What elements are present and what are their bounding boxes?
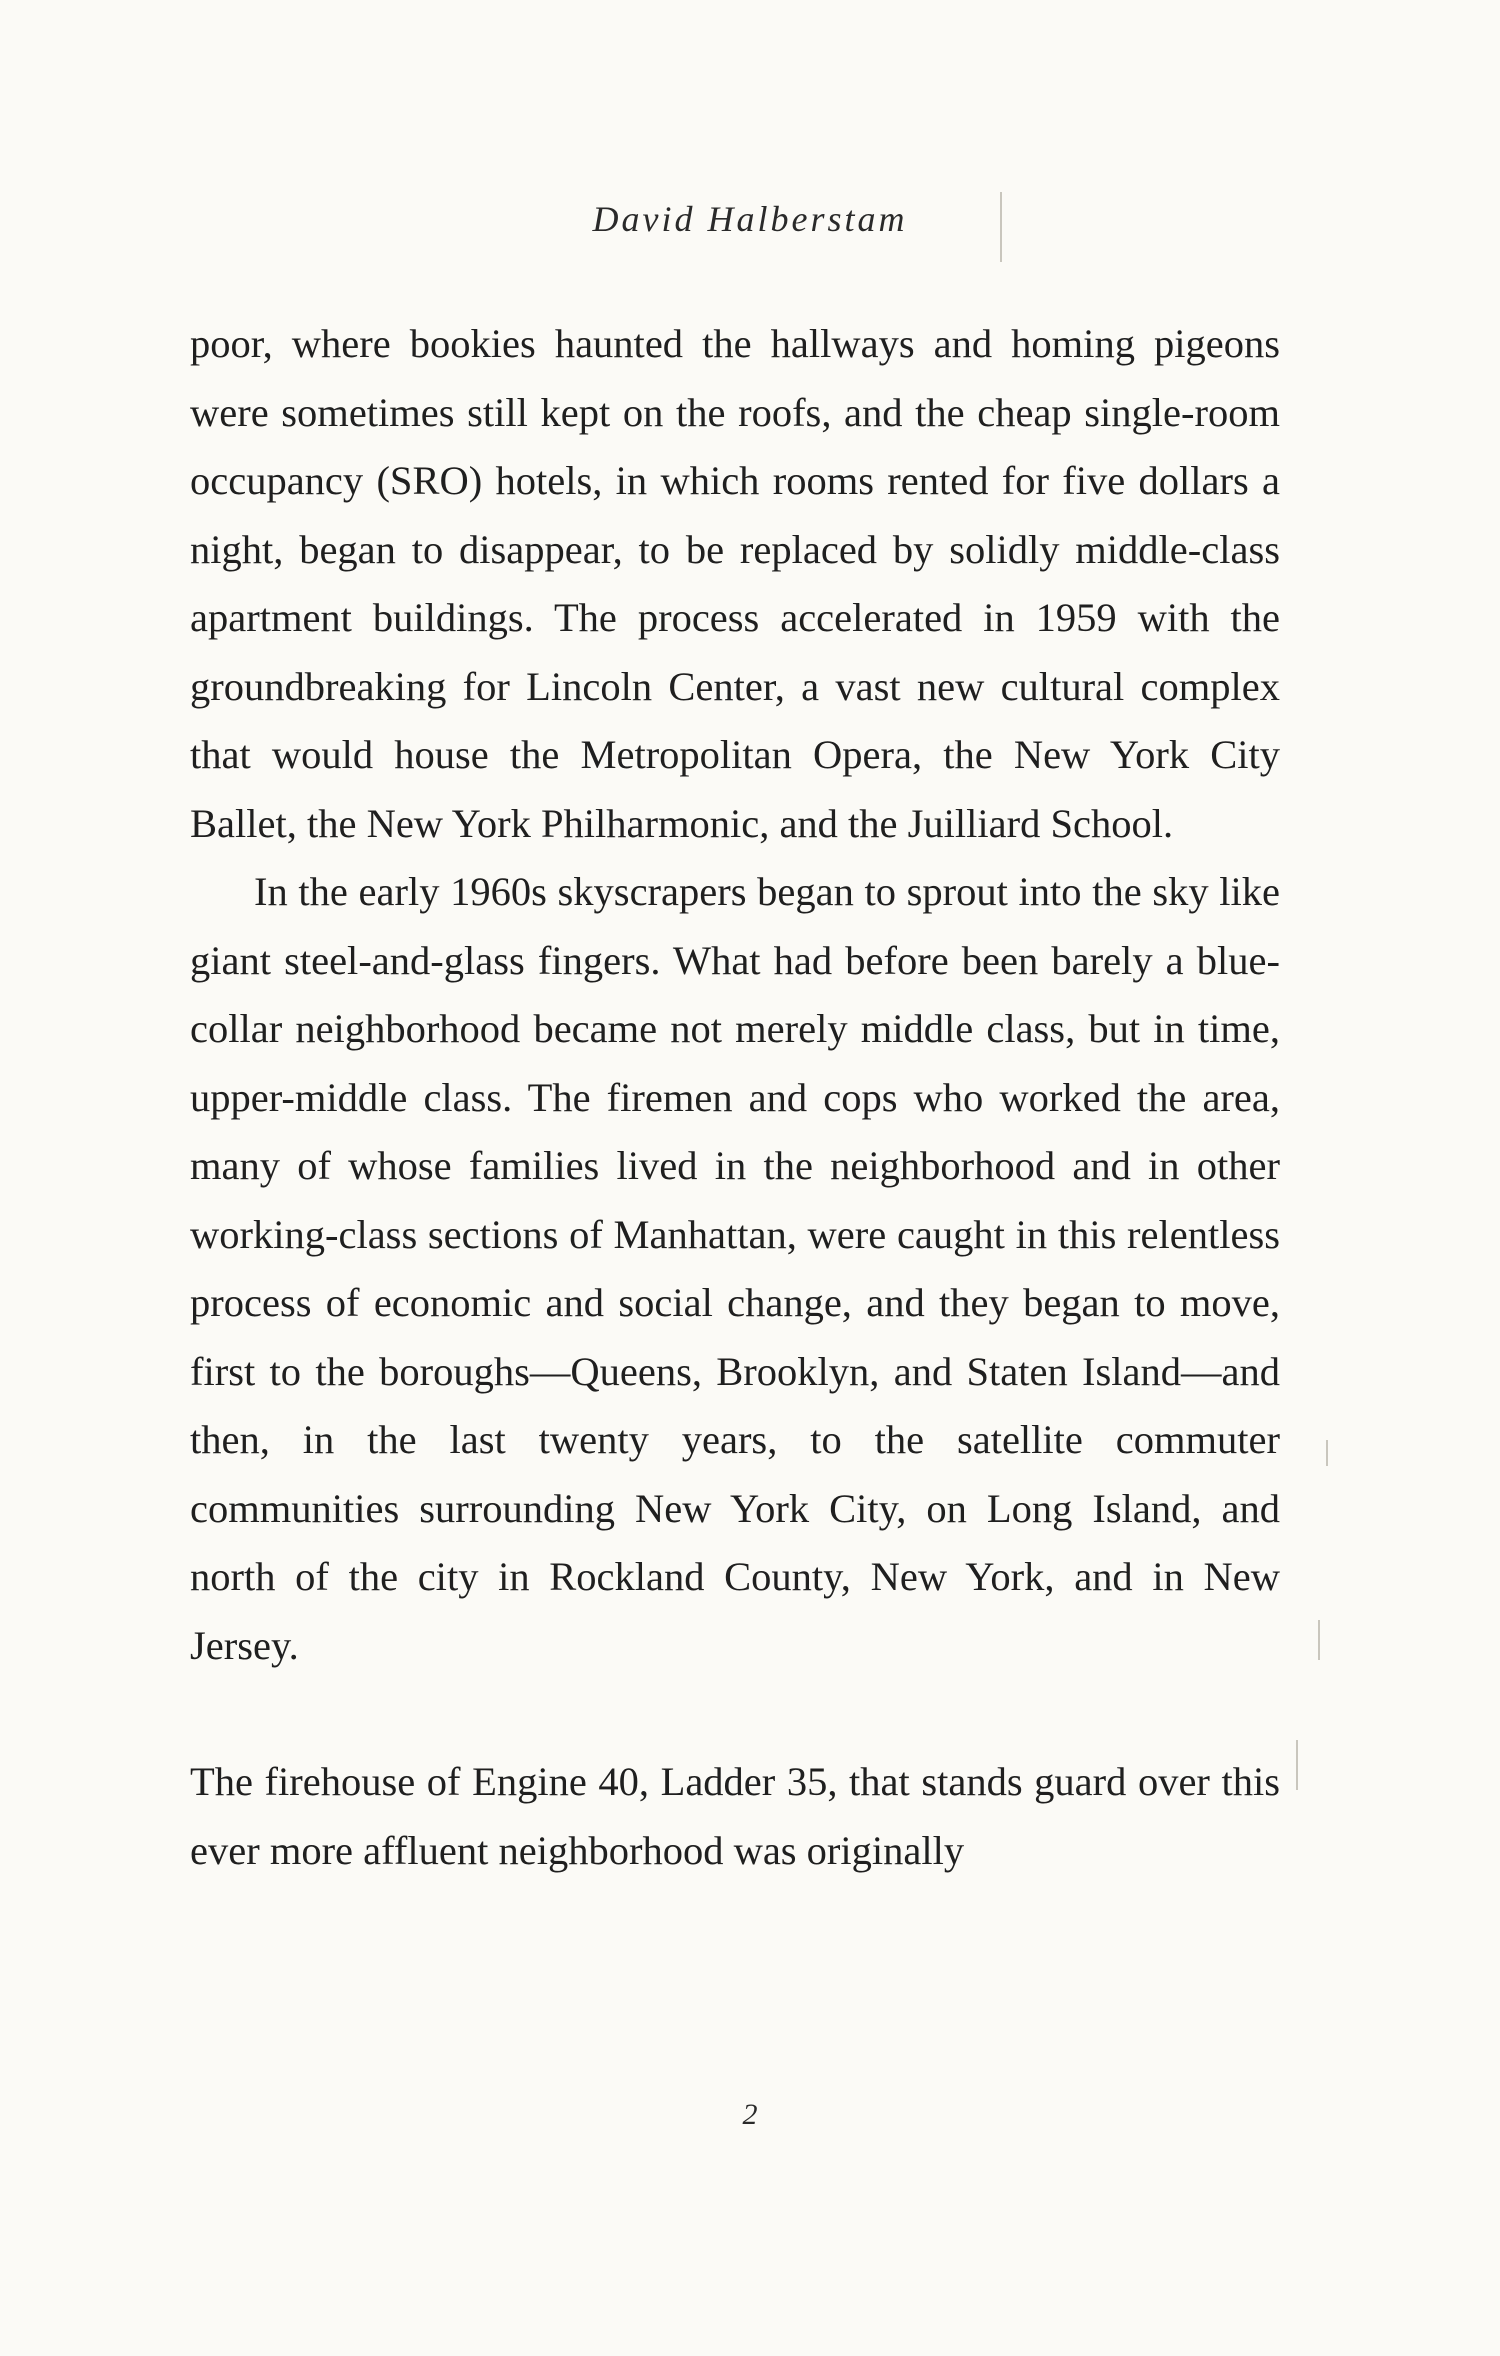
scan-artifact-mark <box>1318 1620 1320 1660</box>
paragraph-firehouse: The firehouse of Engine 40, Ladder 35, that stands guard over this ever more affluent neighborhood was originally <box>190 1759 1280 1873</box>
paragraph-continuation: poor, where bookies haunted the hallways and homing pigeons were sometimes still kept on the roofs, and the cheap single-room occupancy (SRO) hotels, in which rooms rented for five dollars a night, began to disappear, to be replaced by solidly middle-class apartment buildings. The process accelerated in 1959 with the groundbreaking for Lincoln Center, a vast new cultural complex that would house the Metropolitan Opera, the New York City Ballet, the New York Philharmonic, and the Juilliard School. <box>190 321 1280 846</box>
paragraph-skyscrapers: In the early 1960s skyscrapers began to sprout into the sky like giant steel-and-glass fingers. What had before been barely a blue-collar neighborhood became not merely middle class, but in time, upper-middle class. The firemen and cops who worked the area, many of whose families lived in the neighborhood and in other working-class sections of Manhattan, were caught in this relentless process of economic and social change, and they began to move, first to the boroughs—Queens, Brooklyn, and Staten Island—and then, in the last twenty years, to the satellite commuter communities surrounding New York City, on Long Island, and north of the city in Rockland County, New York, and in New Jersey. <box>190 869 1280 1668</box>
scan-artifact-mark <box>1000 192 1002 262</box>
scan-artifact-mark <box>1326 1440 1328 1466</box>
page-number: 2 <box>742 2098 758 2131</box>
body-text <box>190 310 1280 1885</box>
scan-artifact-mark <box>1296 1740 1298 1790</box>
running-head-author: David Halberstam <box>592 199 908 239</box>
